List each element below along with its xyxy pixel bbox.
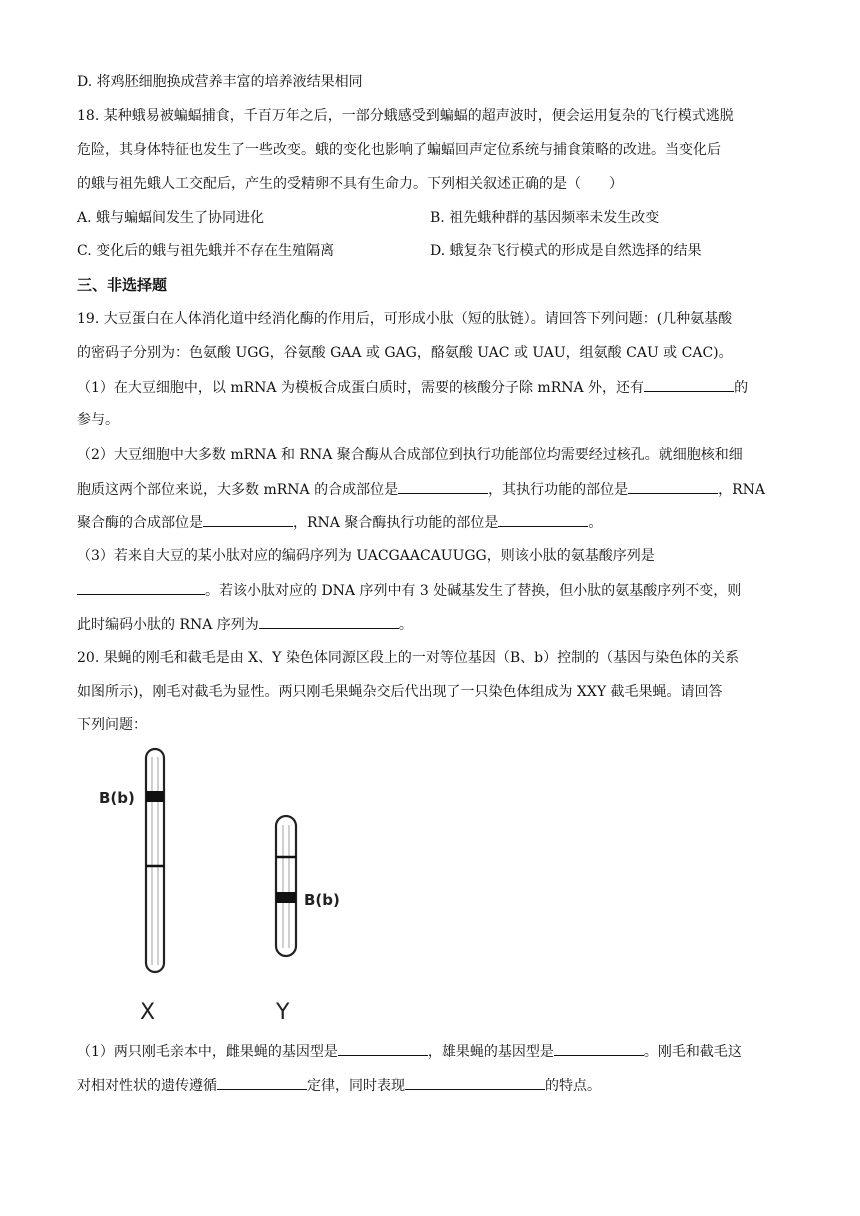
q19-part2-text: ，其执行功能的部位是 (488, 482, 629, 498)
y-gene-label: B(b) (304, 891, 340, 909)
q19-part1-line-2: 参与。 (77, 412, 119, 428)
q19-part2-text: ，RNA (718, 482, 765, 498)
answer-blank[interactable] (217, 1075, 307, 1090)
answer-blank[interactable] (398, 479, 488, 494)
q19-part2-line-3 (77, 512, 787, 533)
q20-part1-line-2 (77, 1075, 787, 1096)
q19-part2-text: ，RNA 聚合酶执行功能的部位是 (293, 515, 499, 531)
q18-stem-line-2: 危险，其身体特征也发生了一些改变。蛾的变化也影响了蝙蝠回声定位系统与捕食策略的改进。当变化后 (77, 142, 721, 158)
q19-part3-text: 。若该小肽对应的 DNA 序列中有 3 处碱基发生了替换，但小肽的氨基酸序列不变，则 (205, 583, 742, 599)
x-gene-label: B(b) (99, 789, 135, 807)
y-chromosome-label: Y (276, 1000, 290, 1025)
q20-part1-line-1 (77, 1041, 787, 1062)
q20-part1-text: （1）两只刚毛亲本中，雌果蝇的基因型是 (77, 1044, 338, 1060)
q18-option-b: B. 祖先蛾种群的基因频率未发生改变 (430, 210, 660, 226)
answer-blank[interactable] (259, 614, 399, 629)
q20-part1-text: 。刚毛和截毛这 (643, 1044, 742, 1060)
q17-option-d: D. 将鸡胚细胞换成营养丰富的培养液结果相同 (77, 74, 363, 90)
q20-part1-text: 的特点。 (545, 1078, 601, 1094)
q19-stem-line-1: 19. 大豆蛋白在人体消化道中经消化酶的作用后，可形成小肽（短的肽链）。请回答下列问题：(几种氨基酸 (77, 311, 733, 327)
answer-blank[interactable] (405, 1075, 545, 1090)
x-chromosome-label: X (140, 1000, 156, 1025)
q19-part2-line-1: （2）大豆细胞中大多数 mRNA 和 RNA 聚合酶从合成部位到执行功能部位均需要经过核孔。就细胞核和细 (77, 447, 743, 463)
section-heading: 三、非选择题 (77, 276, 168, 294)
q19-part3-text: 此时编码小肽的 RNA 序列为 (77, 617, 259, 633)
q18-stem-line-1: 18. 某种蛾易被蝙蝠捕食，千百万年之后，一部分蛾感受到蝙蝠的超声波时，便会运用复杂的飞行模式逃脱 (77, 108, 734, 124)
q19-part1-text-end: 的 (734, 380, 749, 396)
q20-stem-line-1: 20. 果蝇的刚毛和截毛是由 X、Y 染色体同源区段上的一对等位基因（B、b）控制的（基因与染色体的关系 (77, 650, 740, 666)
q19-stem-line-2: 的密码子分别为：色氨酸 UGG，谷氨酸 GAA 或 GAG，酪氨酸 UAC 或 UAU，组氨酸 CAU 或 CAC)。 (77, 345, 733, 361)
answer-blank[interactable] (554, 1041, 644, 1056)
q19-part3-line-3 (77, 614, 787, 635)
q20-part1-text: 定律，同时表现 (307, 1078, 405, 1094)
answer-blank[interactable] (498, 512, 588, 527)
q20-part1-text: ，雄果蝇的基因型是 (427, 1044, 554, 1060)
q19-part1-line-1 (77, 377, 787, 398)
q19-part2-line-2 (77, 479, 787, 500)
answer-blank[interactable] (644, 377, 734, 392)
q18-option-a: A. 蛾与蝙蝠间发生了协同进化 (77, 210, 265, 226)
chromosome-figure (90, 745, 370, 1030)
y-chromosome (276, 816, 296, 956)
y-gene-band (276, 892, 296, 903)
q18-option-c: C. 变化后的蛾与祖先蛾并不存在生殖隔离 (77, 243, 335, 259)
q20-part1-text: 对相对性状的遗传遵循 (77, 1078, 217, 1094)
q19-part2-text: 胞质这两个部位来说，大多数 mRNA 的合成部位是 (77, 482, 399, 498)
answer-blank[interactable] (338, 1041, 428, 1056)
answer-blank[interactable] (203, 512, 293, 527)
x-gene-band (146, 791, 164, 802)
q19-part3-text: 。 (398, 617, 413, 633)
q20-stem-line-2: 如图所示)，刚毛对截毛为显性。两只刚毛果蝇杂交后代出现了一只染色体组成为 XXY 截毛果蝇。请回答 (77, 684, 723, 700)
q19-part3-line-2 (77, 580, 787, 601)
x-chromosome (146, 749, 164, 972)
q19-part3-line-1: （3）若来自大豆的某小肽对应的编码序列为 UACGAACAUUGG，则该小肽的氨基酸序列是 (77, 548, 655, 564)
q18-option-d: D. 蛾复杂飞行模式的形成是自然选择的结果 (430, 243, 702, 259)
q18-stem-line-3: 的蛾与祖先蛾人工交配后，产生的受精卵不具有生命力。下列相关叙述正确的是（ ） (77, 176, 623, 192)
q19-part2-text: 聚合酶的合成部位是 (77, 515, 203, 531)
q19-part1-text: （1）在大豆细胞中，以 mRNA 为模板合成蛋白质时，需要的核酸分子除 mRNA 外，还有 (77, 380, 645, 396)
answer-blank[interactable] (628, 479, 718, 494)
q19-part2-text: 。 (588, 515, 603, 531)
answer-blank[interactable] (77, 580, 205, 595)
q20-stem-line-3: 下列问题： (77, 717, 147, 733)
